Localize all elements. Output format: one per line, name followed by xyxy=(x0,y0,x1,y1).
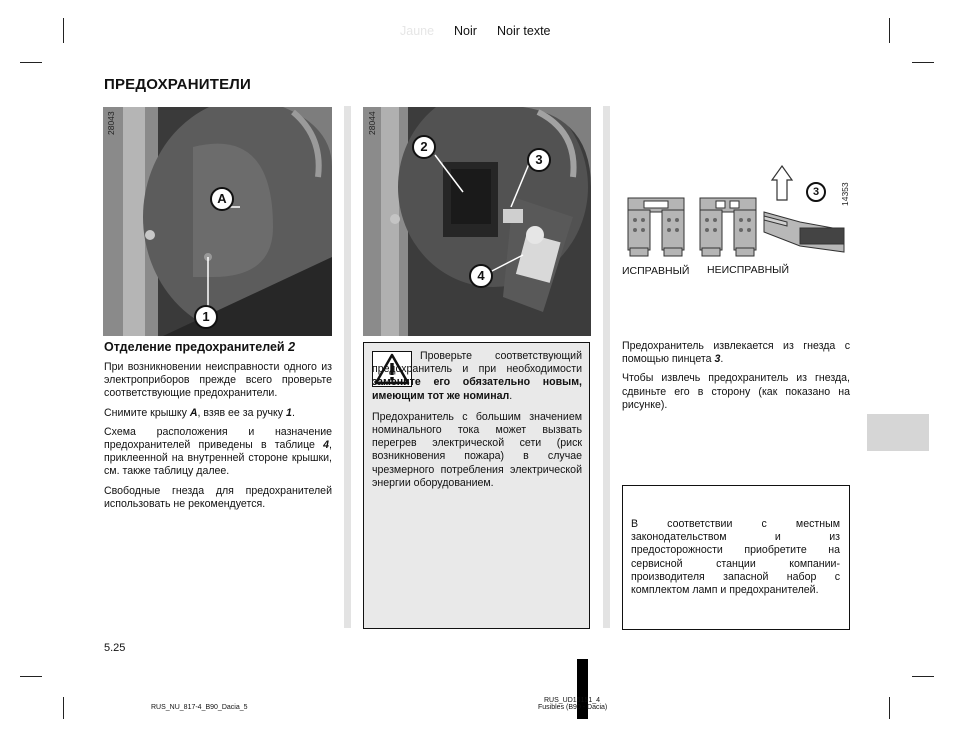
col1-body xyxy=(104,361,332,517)
ref: 1 xyxy=(286,406,292,419)
tab-jaune: Jaune xyxy=(400,24,435,38)
callout-2: 2 xyxy=(412,135,436,159)
crop-mark xyxy=(20,676,42,677)
text: Предохранитель извлекается из гнезда с помощью пинцета xyxy=(622,340,850,366)
callout-a: A xyxy=(210,187,234,211)
column-gutter xyxy=(603,106,610,628)
warning-text xyxy=(372,350,582,496)
page-title: ПРЕДОХРАНИТЕЛИ xyxy=(104,76,251,93)
text: . xyxy=(291,406,295,419)
crop-mark xyxy=(63,18,64,43)
column-gutter xyxy=(344,106,351,628)
paragraph xyxy=(372,350,582,403)
note-text: В соответствии с местным законодательством и из предосторожности приобретите на сервисной станции компании-производителя запасной набор с комплектом ламп и предохранителей. xyxy=(631,518,840,597)
ref: A xyxy=(189,406,198,419)
text: . xyxy=(720,353,724,366)
footer-left: RUS_NU_817-4_B90_Dacia_5 xyxy=(151,704,248,711)
text: . xyxy=(509,389,513,402)
col3-body xyxy=(622,340,850,418)
text: , приклеенной на внутренней стороне крышки, см. также таблицу далее. xyxy=(104,439,332,478)
callout-4: 4 xyxy=(469,264,493,288)
figure-ref: 28043 xyxy=(106,111,116,135)
callout-3: 3 xyxy=(527,148,551,172)
paragraph: Чтобы извлечь предохранитель из гнезда, сдвиньте его в сторону (как показано на рисунке). xyxy=(622,372,850,411)
fuse-compartment-photo xyxy=(103,107,332,336)
crop-mark xyxy=(889,18,890,43)
fuse-removal-diagram xyxy=(622,160,857,270)
callout-1: 1 xyxy=(194,305,218,329)
paragraph xyxy=(104,426,332,479)
label-faulty-fuse: НЕИСПРАВНЫЙ xyxy=(707,264,789,276)
label-good-fuse: ИСПРАВНЫЙ xyxy=(622,265,690,277)
tab-noir: Noir xyxy=(454,24,477,38)
text: Схема расположения и назначение предохранителей приведены в таблице xyxy=(104,425,332,452)
crop-mark xyxy=(889,697,890,719)
section-subheading xyxy=(104,340,295,354)
figure-ref: 14353 xyxy=(840,182,850,206)
fuse-box-open-photo xyxy=(363,107,591,336)
paragraph xyxy=(622,340,850,366)
ref: 4 xyxy=(323,439,330,452)
footer-right-line2: Fusibles (B90 - Dacia) xyxy=(538,704,608,711)
paragraph: Предохранитель с большим значением номинального тока может вызвать перегрев электрической сети (риск возникновения пожара) в случае чрезмерного потребления электрической энергии оборудованием. xyxy=(372,410,582,489)
crop-mark xyxy=(63,697,64,719)
callout-3-tweezers: 3 xyxy=(806,182,826,202)
crop-mark xyxy=(912,62,934,63)
crop-mark xyxy=(912,676,934,677)
tab-noir-texte: Noir texte xyxy=(497,24,551,38)
subhead-text: Отделение предохранителей xyxy=(104,340,289,354)
paragraph xyxy=(104,407,332,420)
subhead-number: 2 xyxy=(288,340,296,354)
emphasis: замените его обязательно новым, имеющим тот же номинал xyxy=(372,376,582,402)
chapter-tab xyxy=(867,414,929,451)
text: Снимите крышку xyxy=(104,406,190,419)
text: Проверьте соответствующий предохранитель и при необходимости xyxy=(372,350,582,376)
footer-right-line1: RUS_UD15151_4 xyxy=(544,697,601,704)
page-number: 5.25 xyxy=(104,642,126,654)
text: , взяв ее за ручку xyxy=(197,406,287,419)
paragraph: При возникновении неисправности одного из электроприборов прежде всего проверьте соответствующие предохранители. xyxy=(104,361,332,400)
figure-ref: 28044 xyxy=(367,111,377,135)
crop-mark xyxy=(20,62,42,63)
paragraph: Свободные гнезда для предохранителей использовать не рекомендуется. xyxy=(104,484,332,510)
ref: 3 xyxy=(714,353,721,366)
